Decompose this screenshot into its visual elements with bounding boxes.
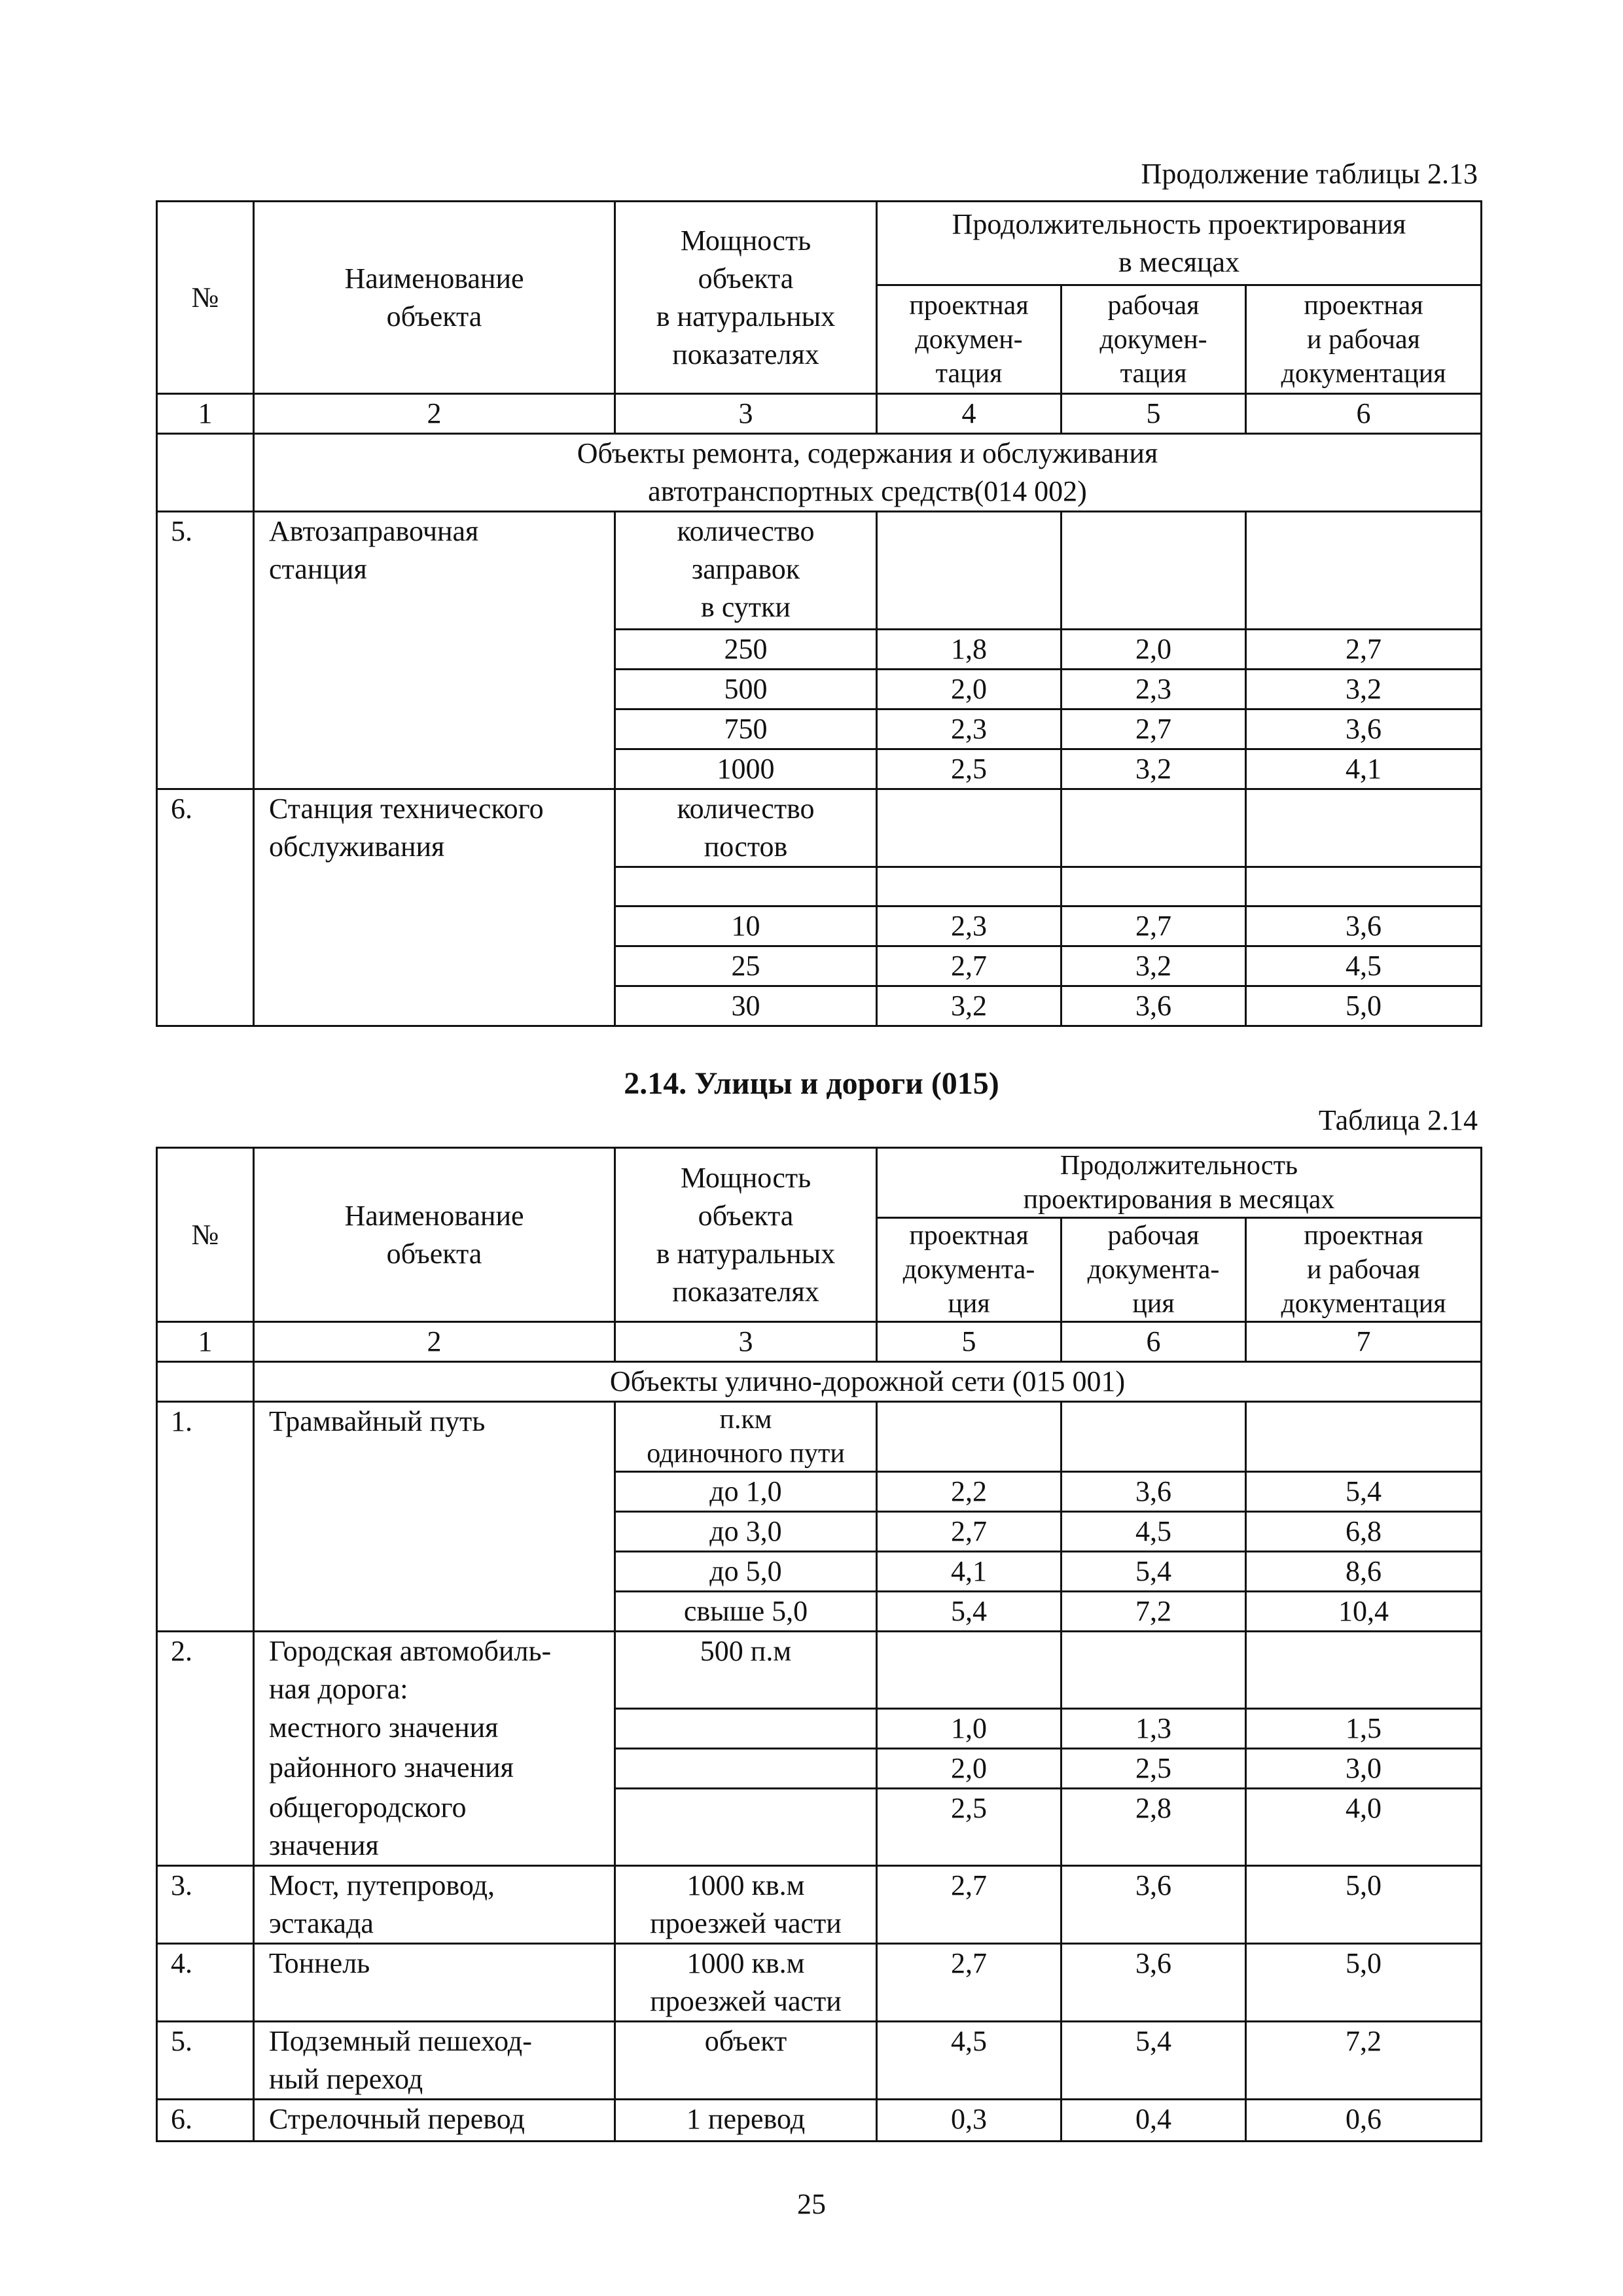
object-name: Мост, путепровод, эстакада <box>254 1866 615 1944</box>
duration-value: 2,5 <box>877 1789 1061 1866</box>
column-numbers-row <box>157 1322 1482 1362</box>
capacity-value: до 5,0 <box>615 1552 877 1592</box>
empty-cell <box>157 434 254 512</box>
duration-value: 5,4 <box>877 1592 1061 1632</box>
duration-value: 2,3 <box>877 906 1061 946</box>
road-category: общегородского значения <box>254 1789 615 1866</box>
capacity-value: до 1,0 <box>615 1472 877 1512</box>
empty-cell <box>877 512 1061 630</box>
row-number: 5. <box>157 2022 254 2100</box>
duration-value: 2,8 <box>1061 1789 1246 1866</box>
capacity-unit: объект <box>615 2022 877 2100</box>
column-number: 2 <box>254 394 615 434</box>
object-name: Стрелочный перевод <box>254 2100 615 2142</box>
capacity-unit: 1 перевод <box>615 2100 877 2142</box>
empty-cell <box>1061 1632 1246 1709</box>
column-number: 2 <box>254 1322 615 1362</box>
header-duration: Продолжительность проектирования в месяцах <box>877 202 1482 285</box>
table-row <box>157 1789 1482 1866</box>
object-name: Станция технического обслуживания <box>254 789 615 1026</box>
duration-value: 2,2 <box>877 1472 1061 1512</box>
capacity-unit: 1000 кв.м проезжей части <box>615 1944 877 2022</box>
object-name: Трамвайный путь <box>254 1402 615 1632</box>
duration-value: 5,4 <box>1246 1472 1482 1512</box>
table-row <box>157 789 1482 867</box>
duration-value: 2,7 <box>1246 630 1482 670</box>
header-duration: Продолжительность проектирования в месяцах <box>877 1148 1482 1218</box>
empty-cell <box>1061 512 1246 630</box>
empty-cell <box>1061 789 1246 867</box>
duration-value: 5,4 <box>1061 2022 1246 2100</box>
capacity-value: 25 <box>615 946 877 986</box>
duration-value: 0,3 <box>877 2100 1061 2142</box>
capacity-value: 500 <box>615 670 877 709</box>
duration-value: 4,5 <box>877 2022 1061 2100</box>
duration-value: 2,7 <box>877 1944 1061 2022</box>
duration-value: 2,7 <box>1061 709 1246 749</box>
empty-cell <box>1061 1402 1246 1472</box>
section-title: Объекты ремонта, содержания и обслуживания автотранспортных средств(014 002) <box>254 434 1482 512</box>
duration-value: 5,4 <box>1061 1552 1246 1592</box>
header-working-doc: рабочая докумен- тация <box>1061 285 1246 394</box>
duration-value: 1,5 <box>1246 1709 1482 1749</box>
duration-value: 1,3 <box>1061 1709 1246 1749</box>
road-category: местного значения <box>254 1709 615 1749</box>
duration-value: 5,0 <box>1246 1944 1482 2022</box>
capacity-unit: количество заправок в сутки <box>615 512 877 630</box>
row-number: 5. <box>157 512 254 789</box>
table-row <box>157 1709 1482 1749</box>
column-number: 1 <box>157 1322 254 1362</box>
section-heading: 2.14. Улицы и дороги (015) <box>624 1066 999 1101</box>
duration-value: 3,2 <box>1061 946 1246 986</box>
table-row <box>157 2100 1482 2142</box>
capacity-value: 10 <box>615 906 877 946</box>
header-project-and-working-doc: проектная и рабочая документация <box>1246 285 1482 394</box>
header-no: № <box>157 1148 254 1322</box>
duration-value: 3,6 <box>1246 709 1482 749</box>
road-category: районного значения <box>254 1749 615 1789</box>
duration-value: 4,5 <box>1061 1512 1246 1552</box>
duration-value: 2,3 <box>1061 670 1246 709</box>
duration-value: 3,6 <box>1246 906 1482 946</box>
empty-cell <box>1246 1402 1482 1472</box>
table-2-13 <box>156 200 1482 1027</box>
empty-cell <box>615 867 877 906</box>
capacity-value: 1000 <box>615 749 877 789</box>
capacity-value: 250 <box>615 630 877 670</box>
duration-value: 4,5 <box>1246 946 1482 986</box>
duration-value: 5,0 <box>1246 986 1482 1026</box>
column-number: 6 <box>1246 394 1482 434</box>
duration-value: 2,5 <box>877 749 1061 789</box>
duration-value: 3,0 <box>1246 1749 1482 1789</box>
duration-value: 2,5 <box>1061 1749 1246 1789</box>
duration-value: 6,8 <box>1246 1512 1482 1552</box>
duration-value: 7,2 <box>1061 1592 1246 1632</box>
capacity-value: свыше 5,0 <box>615 1592 877 1632</box>
duration-value: 3,2 <box>1246 670 1482 709</box>
duration-value: 3,2 <box>1061 749 1246 789</box>
duration-value: 2,7 <box>877 1866 1061 1944</box>
row-number: 4. <box>157 1944 254 2022</box>
column-number: 3 <box>615 1322 877 1362</box>
empty-cell <box>615 1789 877 1866</box>
duration-value: 3,6 <box>1061 1866 1246 1944</box>
column-number: 7 <box>1246 1322 1482 1362</box>
capacity-unit: п.км одиночного пути <box>615 1402 877 1472</box>
continuation-caption: Продолжение таблицы 2.13 <box>1141 158 1478 190</box>
duration-value: 2,0 <box>877 670 1061 709</box>
duration-value: 1,8 <box>877 630 1061 670</box>
row-number: 1. <box>157 1402 254 1632</box>
empty-cell <box>1246 867 1482 906</box>
capacity-unit: 1000 кв.м проезжей части <box>615 1866 877 1944</box>
capacity-unit: количество постов <box>615 789 877 867</box>
column-number: 5 <box>1061 394 1246 434</box>
row-number: 6. <box>157 2100 254 2142</box>
duration-value: 4,0 <box>1246 1789 1482 1866</box>
column-number: 4 <box>877 394 1061 434</box>
header-capacity: Мощность объекта в натуральных показателях <box>615 202 877 394</box>
duration-value: 3,2 <box>877 986 1061 1026</box>
row-number: 6. <box>157 789 254 1026</box>
duration-value: 0,4 <box>1061 2100 1246 2142</box>
table-row <box>157 1944 1482 2022</box>
table-row <box>157 1749 1482 1789</box>
duration-value: 4,1 <box>877 1552 1061 1592</box>
header-working-doc: рабочая документа- ция <box>1061 1218 1246 1322</box>
table-2-14 <box>156 1147 1482 2142</box>
empty-cell <box>877 1632 1061 1709</box>
empty-cell <box>1246 512 1482 630</box>
duration-value: 3,6 <box>1061 986 1246 1026</box>
empty-cell <box>1246 789 1482 867</box>
object-name: Тоннель <box>254 1944 615 2022</box>
table-row <box>157 1632 1482 1709</box>
header-capacity: Мощность объекта в натуральных показателях <box>615 1148 877 1322</box>
duration-value: 4,1 <box>1246 749 1482 789</box>
object-name: Подземный пешеход- ный переход <box>254 2022 615 2100</box>
header-project-doc: проектная докумен- тация <box>877 285 1061 394</box>
object-name: Автозаправочная станция <box>254 512 615 789</box>
empty-cell <box>1061 867 1246 906</box>
empty-cell <box>877 1402 1061 1472</box>
object-name: Городская автомобиль- ная дорога: <box>254 1632 615 1709</box>
table-row <box>157 512 1482 630</box>
table-row <box>157 2022 1482 2100</box>
duration-value: 2,3 <box>877 709 1061 749</box>
duration-value: 2,0 <box>1061 630 1246 670</box>
capacity-value: 750 <box>615 709 877 749</box>
column-number: 3 <box>615 394 877 434</box>
header-name: Наименование объекта <box>254 1148 615 1322</box>
header-name: Наименование объекта <box>254 202 615 394</box>
empty-cell <box>877 867 1061 906</box>
row-number: 3. <box>157 1866 254 1944</box>
capacity-unit: 500 п.м <box>615 1632 877 1709</box>
duration-value: 5,0 <box>1246 1866 1482 1944</box>
duration-value: 10,4 <box>1246 1592 1482 1632</box>
duration-value: 8,6 <box>1246 1552 1482 1592</box>
column-number: 5 <box>877 1322 1061 1362</box>
column-number: 1 <box>157 394 254 434</box>
header-no: № <box>157 202 254 394</box>
duration-value: 2,0 <box>877 1749 1061 1789</box>
header-project-and-working-doc: проектная и рабочая документация <box>1246 1218 1482 1322</box>
duration-value: 2,7 <box>1061 906 1246 946</box>
duration-value: 0,6 <box>1246 2100 1482 2142</box>
duration-value: 1,0 <box>877 1709 1061 1749</box>
column-number: 6 <box>1061 1322 1246 1362</box>
duration-value: 3,6 <box>1061 1944 1246 2022</box>
empty-cell <box>877 789 1061 867</box>
empty-cell <box>615 1709 877 1749</box>
capacity-value: 30 <box>615 986 877 1026</box>
empty-cell <box>157 1362 254 1402</box>
duration-value: 7,2 <box>1246 2022 1482 2100</box>
table-row <box>157 1866 1482 1944</box>
column-numbers-row <box>157 394 1482 434</box>
table-caption: Таблица 2.14 <box>1318 1104 1478 1136</box>
duration-value: 3,6 <box>1061 1472 1246 1512</box>
header-project-doc: проектная документа- ция <box>877 1218 1061 1322</box>
capacity-value: до 3,0 <box>615 1512 877 1552</box>
row-number: 2. <box>157 1632 254 1866</box>
duration-value: 2,7 <box>877 946 1061 986</box>
page-number: 25 <box>797 2188 826 2220</box>
table-row <box>157 1402 1482 1472</box>
empty-cell <box>615 1749 877 1789</box>
empty-cell <box>1246 1632 1482 1709</box>
section-title: Объекты улично-дорожной сети (015 001) <box>254 1362 1482 1402</box>
duration-value: 2,7 <box>877 1512 1061 1552</box>
